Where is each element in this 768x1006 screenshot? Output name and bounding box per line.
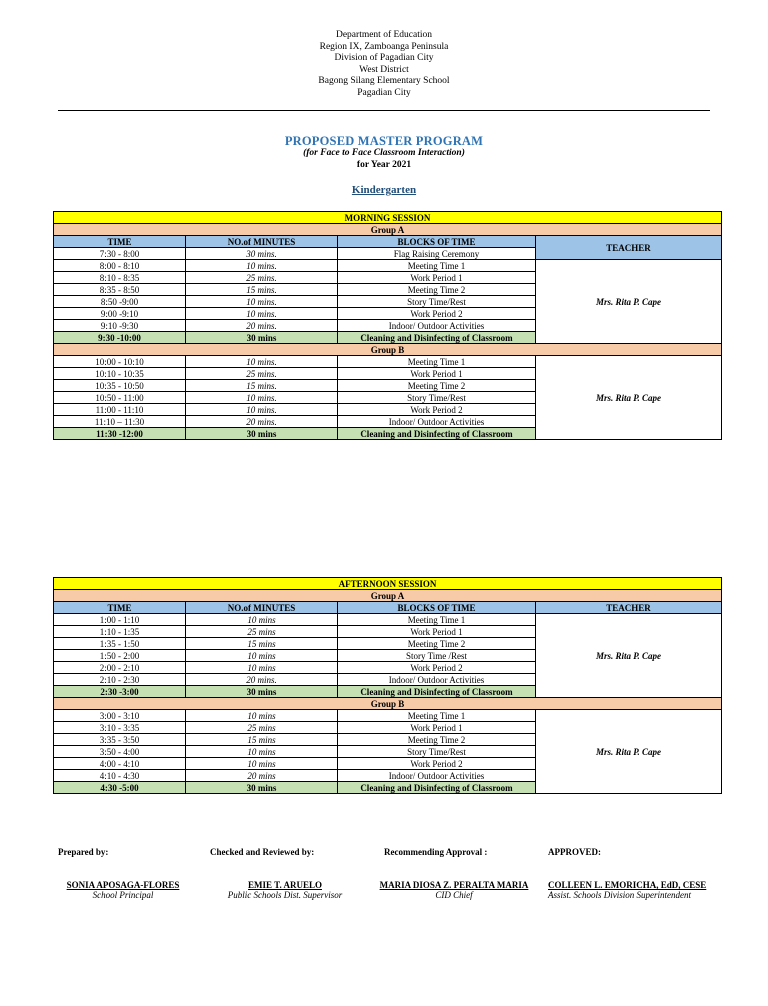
session-label: MORNING SESSION — [54, 212, 722, 224]
time-cell: 7:30 - 8:00 — [54, 248, 186, 260]
signatory-checked — [210, 847, 314, 857]
morning-schedule-table — [53, 211, 722, 440]
signatory-label: Checked and Reviewed by: — [210, 847, 315, 857]
activity-cell: Work Period 1 — [338, 722, 536, 734]
activity-cell: Cleaning and Disinfecting of Classroom — [338, 428, 536, 440]
minutes-cell: 10 mins. — [186, 308, 338, 320]
signatory-name: EMIE T. ARUELO — [248, 880, 322, 890]
minutes-cell: 15 mins. — [186, 284, 338, 296]
minutes-cell: 30 mins. — [186, 248, 338, 260]
time-cell: 9:00 -9:10 — [54, 308, 186, 320]
time-cell: 1:10 - 1:35 — [54, 626, 186, 638]
minutes-cell: 10 mins — [186, 746, 338, 758]
time-cell: 11:10 – 11:30 — [54, 416, 186, 428]
table-row — [54, 710, 722, 722]
activity-cell: Meeting Time 2 — [338, 380, 536, 392]
minutes-cell: 25 mins — [186, 626, 338, 638]
time-cell: 9:10 -9:30 — [54, 320, 186, 332]
time-cell: 11:30 -12:00 — [54, 428, 186, 440]
signatory-role: Public Schools Dist. Supervisor — [227, 890, 343, 900]
signatory-label: Prepared by: — [58, 847, 109, 857]
activity-cell: Story Time /Rest — [338, 650, 536, 662]
table-row — [54, 614, 722, 626]
column-header-minutes: NO.of MINUTES — [186, 236, 338, 248]
column-header-teacher: TEACHER — [536, 236, 722, 260]
session-label: AFTERNOON SESSION — [54, 578, 722, 590]
minutes-cell: 10 mins — [186, 662, 338, 674]
activity-cell: Story Time/Rest — [338, 746, 536, 758]
minutes-cell: 20 mins — [186, 770, 338, 782]
time-cell: 10:50 - 11:00 — [54, 392, 186, 404]
minutes-cell: 20 mins. — [186, 674, 338, 686]
header-line: Pagadian City — [357, 87, 411, 98]
afternoon-schedule-table — [53, 577, 722, 794]
signatory-approved-name — [548, 880, 706, 900]
activity-cell: Story Time/Rest — [338, 296, 536, 308]
time-cell: 9:30 -10:00 — [54, 332, 186, 344]
page-title: PROPOSED MASTER PROGRAM — [284, 134, 484, 148]
time-cell: 2:00 - 2:10 — [54, 662, 186, 674]
table-row — [54, 260, 722, 272]
minutes-cell: 10 mins. — [186, 260, 338, 272]
group-label: Group A — [54, 590, 722, 602]
activity-cell: Work Period 2 — [338, 758, 536, 770]
activity-cell: Work Period 2 — [338, 404, 536, 416]
time-cell: 3:00 - 3:10 — [54, 710, 186, 722]
minutes-cell: 10 mins. — [186, 404, 338, 416]
minutes-cell: 15 mins — [186, 734, 338, 746]
minutes-cell: 10 mins — [186, 614, 338, 626]
minutes-cell: 10 mins. — [186, 296, 338, 308]
time-cell: 1:00 - 1:10 — [54, 614, 186, 626]
header-line: Division of Pagadian City — [334, 53, 434, 64]
activity-cell: Cleaning and Disinfecting of Classroom — [338, 782, 536, 794]
activity-cell: Indoor/ Outdoor Activities — [338, 770, 536, 782]
teacher-cell: Mrs. Rita P. Cape — [536, 356, 722, 440]
time-cell: 8:50 -9:00 — [54, 296, 186, 308]
time-cell: 4:00 - 4:10 — [54, 758, 186, 770]
signatory-name: MARIA DIOSA Z. PERALTA MARIA — [379, 880, 529, 890]
activity-cell: Meeting Time 2 — [338, 734, 536, 746]
table-row — [54, 356, 722, 368]
signatory-recommending — [384, 847, 487, 857]
signatory-name: COLLEEN L. EMORICHA, EdD, CESE — [548, 880, 707, 890]
group-label: Group B — [54, 698, 722, 710]
activity-cell: Flag Raising Ceremony — [338, 248, 536, 260]
signatory-role: School Principal — [92, 890, 154, 900]
minutes-cell: 10 mins — [186, 758, 338, 770]
page-subtitle: (for Face to Face Classroom Interaction) — [303, 148, 465, 158]
time-cell: 10:10 - 10:35 — [54, 368, 186, 380]
minutes-cell: 30 mins — [186, 686, 338, 698]
activity-cell: Meeting Time 1 — [338, 614, 536, 626]
minutes-cell: 10 mins — [186, 710, 338, 722]
column-header-time: TIME — [54, 602, 186, 614]
school-header — [0, 30, 768, 100]
signatory-prepared — [58, 847, 108, 857]
time-cell: 4:30 -5:00 — [54, 782, 186, 794]
group-label: Group B — [54, 344, 722, 356]
activity-cell: Indoor/ Outdoor Activities — [338, 674, 536, 686]
time-cell: 8:00 - 8:10 — [54, 260, 186, 272]
time-cell: 1:35 - 1:50 — [54, 638, 186, 650]
activity-cell: Meeting Time 2 — [338, 638, 536, 650]
activity-cell: Work Period 1 — [338, 626, 536, 638]
time-cell: 4:10 - 4:30 — [54, 770, 186, 782]
minutes-cell: 30 mins — [186, 332, 338, 344]
activity-cell: Cleaning and Disinfecting of Classroom — [338, 332, 536, 344]
header-line: Bagong Silang Elementary School — [318, 76, 450, 87]
time-cell: 8:35 - 8:50 — [54, 284, 186, 296]
signatory-label: Recommending Approval : — [384, 847, 488, 857]
activity-cell: Indoor/ Outdoor Activities — [338, 416, 536, 428]
minutes-cell: 25 mins — [186, 722, 338, 734]
column-header-time: TIME — [54, 236, 186, 248]
teacher-cell: Mrs. Rita P. Cape — [536, 260, 722, 344]
activity-cell: Story Time/Rest — [338, 392, 536, 404]
minutes-cell: 25 mins. — [186, 368, 338, 380]
column-header-teacher: TEACHER — [536, 602, 722, 614]
signatory-prepared-name — [58, 880, 188, 900]
minutes-cell: 10 mins — [186, 650, 338, 662]
time-cell: 3:50 - 4:00 — [54, 746, 186, 758]
column-header-blocks: BLOCKS OF TIME — [338, 236, 536, 248]
time-cell: 3:35 - 3:50 — [54, 734, 186, 746]
teacher-cell: Mrs. Rita P. Cape — [536, 614, 722, 698]
minutes-cell: 15 mins — [186, 638, 338, 650]
header-line: Region IX, Zamboanga Peninsula — [319, 41, 449, 52]
minutes-cell: 30 mins — [186, 428, 338, 440]
column-header-minutes: NO.of MINUTES — [186, 602, 338, 614]
minutes-cell: 10 mins. — [186, 392, 338, 404]
signatory-checked-name — [215, 880, 355, 900]
signatory-name: SONIA APOSAGA-FLORES — [66, 880, 180, 890]
header-divider — [58, 110, 710, 111]
signatory-approved — [548, 847, 601, 857]
activity-cell: Indoor/ Outdoor Activities — [338, 320, 536, 332]
minutes-cell: 20 mins. — [186, 320, 338, 332]
signatory-recommending-name — [372, 880, 536, 900]
time-cell: 3:10 - 3:35 — [54, 722, 186, 734]
header-line: West District — [359, 64, 409, 75]
signatory-role: Assist. Schools Division Superintendent — [548, 890, 691, 900]
time-cell: 1:50 - 2:00 — [54, 650, 186, 662]
activity-cell: Work Period 1 — [338, 272, 536, 284]
column-header-blocks: BLOCKS OF TIME — [338, 602, 536, 614]
time-cell: 2:10 - 2:30 — [54, 674, 186, 686]
header-line: Department of Education — [335, 30, 433, 40]
time-cell: 10:00 - 10:10 — [54, 356, 186, 368]
teacher-cell: Mrs. Rita P. Cape — [536, 710, 722, 794]
minutes-cell: 25 mins. — [186, 272, 338, 284]
time-cell: 10:35 - 10:50 — [54, 380, 186, 392]
activity-cell: Cleaning and Disinfecting of Classroom — [338, 686, 536, 698]
activity-cell: Meeting Time 2 — [338, 284, 536, 296]
program-year: for Year 2021 — [356, 160, 412, 170]
time-cell: 11:00 - 11:10 — [54, 404, 186, 416]
time-cell: 8:10 - 8:35 — [54, 272, 186, 284]
minutes-cell: 30 mins — [186, 782, 338, 794]
activity-cell: Meeting Time 1 — [338, 356, 536, 368]
time-cell: 2:30 -3:00 — [54, 686, 186, 698]
activity-cell: Work Period 2 — [338, 308, 536, 320]
signatory-role: CID Chief — [435, 890, 473, 900]
activity-cell: Work Period 1 — [338, 368, 536, 380]
activity-cell: Work Period 2 — [338, 662, 536, 674]
minutes-cell: 15 mins. — [186, 380, 338, 392]
minutes-cell: 20 mins. — [186, 416, 338, 428]
group-label: Group A — [54, 224, 722, 236]
minutes-cell: 10 mins. — [186, 356, 338, 368]
activity-cell: Meeting Time 1 — [338, 260, 536, 272]
activity-cell: Meeting Time 1 — [338, 710, 536, 722]
grade-level: Kindergarten — [351, 184, 417, 196]
signatory-label: APPROVED: — [548, 847, 601, 857]
